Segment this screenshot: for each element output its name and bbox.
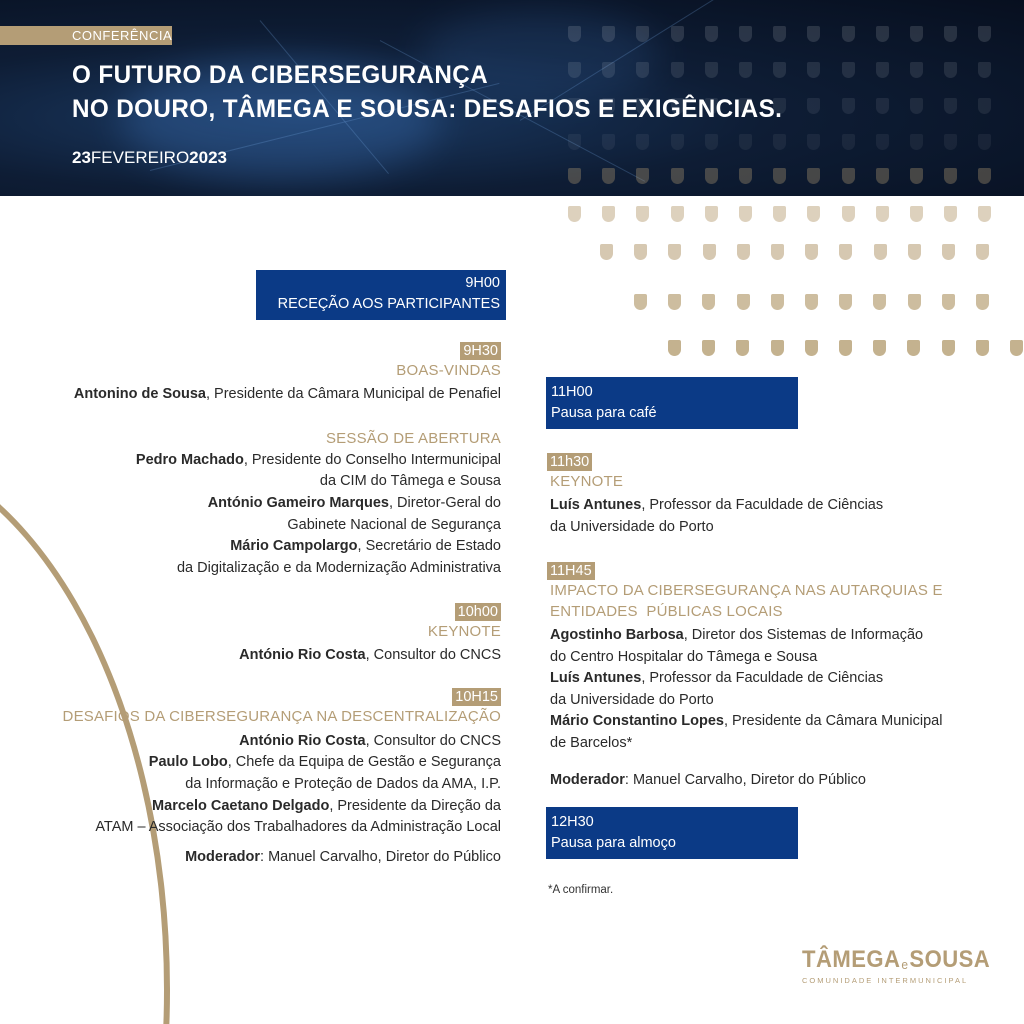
session-time: 12H30 bbox=[551, 814, 594, 830]
shield-icon bbox=[568, 26, 581, 42]
speaker-line: do Centro Hospitalar do Tâmega e Sousa bbox=[550, 649, 818, 665]
shield-icon bbox=[705, 168, 718, 184]
shield-icon bbox=[876, 98, 889, 114]
shield-icon bbox=[944, 98, 957, 114]
decorative-arc bbox=[0, 440, 170, 1024]
speaker-role: , Professor da Faculdade de Ciências bbox=[641, 497, 884, 513]
shield-icon bbox=[908, 294, 921, 310]
moderator-label: Moderador bbox=[185, 849, 261, 865]
session-title: Pausa para café bbox=[551, 405, 657, 421]
shield-icon bbox=[739, 206, 752, 222]
moderator-text: : Manuel Carvalho, Diretor do Público bbox=[260, 849, 501, 865]
session-title: RECEÇÃO AOS PARTICIPANTES bbox=[277, 296, 500, 312]
shield-icon bbox=[942, 294, 955, 310]
shield-icon bbox=[773, 62, 786, 78]
speaker-line bbox=[149, 752, 501, 774]
shield-icon bbox=[634, 294, 647, 310]
shield-icon bbox=[910, 134, 923, 150]
speaker-name: Luís Antunes bbox=[550, 497, 642, 513]
shield-icon bbox=[636, 62, 649, 78]
shield-icon bbox=[876, 26, 889, 42]
shield-icon bbox=[944, 134, 957, 150]
shield-icon bbox=[636, 206, 649, 222]
shield-icon bbox=[771, 294, 784, 310]
shield-icon bbox=[876, 62, 889, 78]
speaker-name: Pedro Machado bbox=[135, 452, 244, 468]
speaker-name: Marcelo Caetano Delgado bbox=[152, 798, 330, 814]
shield-icon bbox=[910, 168, 923, 184]
speaker-role: , Presidente do Conselho Intermunicipal bbox=[243, 452, 501, 468]
shield-icon bbox=[978, 26, 991, 42]
speaker-name: António Rio Costa bbox=[239, 733, 366, 749]
speaker-line: da Universidade do Porto bbox=[550, 692, 714, 708]
session-time-badge: 10H15 bbox=[452, 688, 501, 706]
shield-icon bbox=[636, 168, 649, 184]
shield-icon bbox=[602, 26, 615, 42]
speaker-line bbox=[239, 645, 501, 667]
shield-icon bbox=[978, 98, 991, 114]
session-time-badge: 11H45 bbox=[547, 562, 595, 580]
speaker-line bbox=[74, 384, 501, 406]
shield-icon bbox=[636, 134, 649, 150]
shield-icon bbox=[771, 244, 784, 260]
shield-icon bbox=[876, 134, 889, 150]
session-title: KEYNOTE bbox=[427, 623, 501, 640]
session-title-line-2: ENTIDADES PÚBLICAS LOCAIS bbox=[550, 603, 783, 620]
shield-icon bbox=[873, 294, 886, 310]
shield-icon bbox=[602, 206, 615, 222]
session-title: Pausa para almoço bbox=[551, 835, 676, 851]
shield-icon bbox=[907, 340, 920, 356]
speaker-role: , Chefe da Equipa de Gestão e Segurança bbox=[227, 754, 501, 770]
shield-icon bbox=[703, 244, 716, 260]
shield-icon bbox=[737, 244, 750, 260]
speaker-name: Mário Campolargo bbox=[230, 538, 358, 554]
speaker-line bbox=[550, 625, 923, 647]
shield-icon bbox=[705, 98, 718, 114]
shield-icon bbox=[737, 294, 750, 310]
shield-icon bbox=[839, 244, 852, 260]
shield-icon bbox=[910, 26, 923, 42]
shield-icon bbox=[602, 168, 615, 184]
session-title: DESAFIOS DA CIBERSEGURANÇA NA DESCENTRALIZAÇÃO bbox=[62, 708, 501, 725]
shield-icon bbox=[705, 62, 718, 78]
session-time: 11H00 bbox=[551, 384, 593, 400]
shield-icon bbox=[671, 168, 684, 184]
session-coffee-box bbox=[546, 377, 798, 429]
session-lunch-box bbox=[546, 807, 798, 859]
shield-icon bbox=[739, 98, 752, 114]
shield-icon bbox=[773, 98, 786, 114]
shield-icon bbox=[634, 244, 647, 260]
shield-icon bbox=[1010, 340, 1023, 356]
shield-icon bbox=[807, 26, 820, 42]
shield-icon bbox=[942, 244, 955, 260]
shield-icon bbox=[944, 62, 957, 78]
speaker-line bbox=[152, 796, 501, 818]
moderator-line bbox=[185, 847, 501, 869]
shield-icon bbox=[910, 62, 923, 78]
shield-icon bbox=[842, 26, 855, 42]
shield-icon bbox=[636, 98, 649, 114]
shield-icon bbox=[671, 206, 684, 222]
logo-word-1: TÂMEGA bbox=[802, 946, 901, 973]
shield-icon bbox=[668, 294, 681, 310]
speaker-line: da Digitalização e da Modernização Administrativa bbox=[176, 560, 501, 576]
session-time-badge: 9H30 bbox=[460, 342, 501, 360]
logo-word-2: SOUSA bbox=[909, 946, 991, 973]
shield-icon bbox=[568, 206, 581, 222]
shield-icon bbox=[671, 134, 684, 150]
shield-icon bbox=[874, 244, 887, 260]
shield-icon bbox=[602, 62, 615, 78]
shield-icon bbox=[873, 340, 886, 356]
shield-icon bbox=[978, 168, 991, 184]
shield-icon bbox=[944, 168, 957, 184]
shield-icon bbox=[739, 26, 752, 42]
speaker-name: Mário Constantino Lopes bbox=[550, 713, 724, 729]
shield-icon bbox=[876, 168, 889, 184]
shield-icon bbox=[568, 98, 581, 114]
shield-icon bbox=[739, 168, 752, 184]
shield-icon bbox=[773, 168, 786, 184]
speaker-line bbox=[136, 450, 501, 472]
date-month: FEVEREIRO bbox=[90, 148, 190, 167]
session-title: SESSÃO DE ABERTURA bbox=[325, 430, 501, 447]
header-banner bbox=[0, 0, 1024, 196]
speaker-role: , Presidente da Direção da bbox=[329, 798, 501, 814]
speaker-role: , Professor da Faculdade de Ciências bbox=[641, 670, 884, 686]
speaker-line: da Informação e Proteção de Dados da AMA, I.P. bbox=[185, 776, 501, 792]
shield-icon bbox=[807, 206, 820, 222]
speaker-role: , Consultor do CNCS bbox=[365, 733, 501, 749]
shield-icon bbox=[600, 244, 613, 260]
shield-icon bbox=[942, 340, 955, 356]
shield-icon bbox=[773, 26, 786, 42]
speaker-name: António Gameiro Marques bbox=[207, 495, 389, 511]
moderator-line bbox=[550, 770, 866, 792]
session-title-line-1: IMPACTO DA CIBERSEGURANÇA NAS AUTARQUIAS E bbox=[550, 582, 943, 599]
shield-icon bbox=[771, 340, 784, 356]
conference-tag: CONFERÊNCIA bbox=[0, 26, 172, 45]
page-title-line-1: O FUTURO DA CIBERSEGURANÇA bbox=[72, 61, 489, 89]
shield-icon bbox=[839, 294, 852, 310]
speaker-line bbox=[550, 711, 942, 733]
shield-icon bbox=[702, 340, 715, 356]
shield-icon bbox=[842, 98, 855, 114]
session-reception-box bbox=[256, 270, 506, 320]
speaker-name: Antonino de Sousa bbox=[73, 386, 206, 402]
speaker-name: Paulo Lobo bbox=[148, 754, 228, 770]
speaker-line: de Barcelos* bbox=[550, 735, 633, 751]
shield-icon bbox=[805, 294, 818, 310]
shield-icon bbox=[876, 206, 889, 222]
speaker-role: , Consultor do CNCS bbox=[365, 647, 501, 663]
shield-icon bbox=[807, 134, 820, 150]
shield-icon bbox=[568, 62, 581, 78]
event-date bbox=[72, 148, 227, 168]
shield-icon bbox=[842, 168, 855, 184]
speaker-line bbox=[230, 536, 501, 558]
shield-icon bbox=[978, 206, 991, 222]
shield-icon bbox=[807, 62, 820, 78]
speaker-line bbox=[208, 493, 501, 515]
session-time-badge: 11h30 bbox=[547, 453, 592, 471]
shield-icon bbox=[602, 134, 615, 150]
shield-icon bbox=[671, 98, 684, 114]
session-time: 9H00 bbox=[465, 275, 500, 291]
shield-icon bbox=[671, 62, 684, 78]
shield-icon bbox=[839, 340, 852, 356]
shield-icon bbox=[807, 98, 820, 114]
date-year: 2023 bbox=[189, 148, 227, 167]
shield-icon bbox=[773, 134, 786, 150]
shield-icon bbox=[671, 26, 684, 42]
speaker-role: , Presidente da Câmara Municipal bbox=[724, 713, 943, 729]
shield-icon bbox=[842, 134, 855, 150]
shield-icon bbox=[976, 294, 989, 310]
shield-icon bbox=[910, 206, 923, 222]
shield-icon bbox=[636, 26, 649, 42]
speaker-line bbox=[550, 495, 883, 517]
shield-icon bbox=[807, 168, 820, 184]
shield-icon bbox=[978, 134, 991, 150]
speaker-line bbox=[239, 731, 501, 753]
speaker-name: Agostinho Barbosa bbox=[550, 627, 684, 643]
shield-icon bbox=[602, 98, 615, 114]
speaker-role: , Diretor dos Sistemas de Informação bbox=[683, 627, 924, 643]
shield-icon bbox=[668, 244, 681, 260]
footnote: *A confirmar. bbox=[548, 884, 614, 896]
speaker-line: da CIM do Tâmega e Sousa bbox=[319, 473, 501, 489]
shield-icon bbox=[910, 98, 923, 114]
session-title: KEYNOTE bbox=[550, 473, 624, 490]
speaker-role: , Secretário de Estado bbox=[357, 538, 501, 554]
session-title: BOAS-VINDAS bbox=[396, 362, 501, 379]
shield-icon bbox=[805, 244, 818, 260]
shield-icon bbox=[739, 134, 752, 150]
speaker-line bbox=[550, 668, 883, 690]
shield-icon bbox=[976, 340, 989, 356]
shield-icon bbox=[805, 340, 818, 356]
speaker-role: , Presidente da Câmara Municipal de Penafiel bbox=[206, 386, 501, 402]
shield-icon bbox=[568, 168, 581, 184]
speaker-role: , Diretor-Geral do bbox=[388, 495, 501, 511]
shield-icon bbox=[705, 206, 718, 222]
shield-icon bbox=[736, 340, 749, 356]
shield-icon bbox=[773, 206, 786, 222]
shield-icon bbox=[978, 62, 991, 78]
speaker-line: ATAM – Associação dos Trabalhadores da Administração Local bbox=[95, 819, 501, 835]
moderator-text: : Manuel Carvalho, Diretor do Público bbox=[624, 772, 866, 788]
speaker-name: António Rio Costa bbox=[239, 647, 366, 663]
shield-icon bbox=[842, 206, 855, 222]
speaker-name: Luís Antunes bbox=[550, 670, 642, 686]
tamega-sousa-logo bbox=[802, 946, 1007, 985]
shield-icon bbox=[568, 134, 581, 150]
session-time-badge: 10h00 bbox=[455, 603, 501, 621]
date-day: 23 bbox=[72, 148, 91, 167]
logo-connector: e bbox=[901, 957, 909, 972]
speaker-line: da Universidade do Porto bbox=[550, 519, 714, 535]
shield-icon bbox=[944, 26, 957, 42]
speaker-line: Gabinete Nacional de Segurança bbox=[287, 517, 501, 533]
shield-icon bbox=[705, 134, 718, 150]
shield-icon bbox=[944, 206, 957, 222]
shield-icon bbox=[842, 62, 855, 78]
shield-icon bbox=[705, 26, 718, 42]
shield-icon bbox=[976, 244, 989, 260]
shield-icon bbox=[668, 340, 681, 356]
shield-icon bbox=[908, 244, 921, 260]
moderator-label: Moderador bbox=[550, 772, 625, 788]
logo-subtitle: COMUNIDADE INTERMUNICIPAL bbox=[802, 976, 969, 985]
page-title-line-2: NO DOURO, TÂMEGA E SOUSA: DESAFIOS E EXIGÊNCIAS. bbox=[72, 95, 783, 123]
shield-icon bbox=[739, 62, 752, 78]
shield-icon bbox=[702, 294, 715, 310]
logo-wordmark bbox=[802, 946, 990, 974]
